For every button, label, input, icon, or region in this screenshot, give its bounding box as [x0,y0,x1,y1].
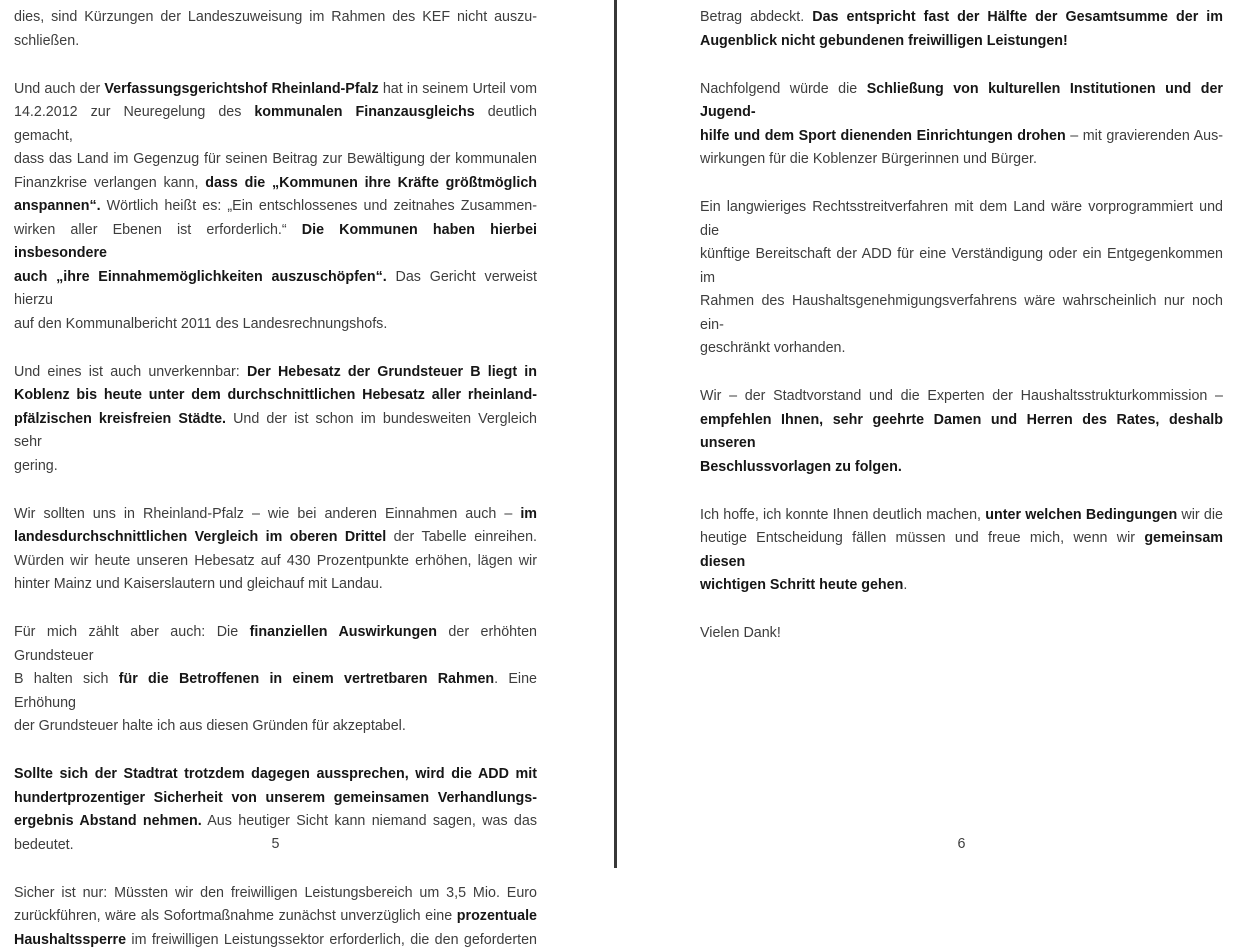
text-line: bedeutet. [14,834,537,858]
text-line: empfehlen Ihnen, sehr geehrte Damen und Herren des Rates, deshalb unseren [700,409,1223,456]
text-line: Betrag abdeckt. Das entspricht fast der Hälfte der Gesamtsumme der im [700,6,1223,30]
text-line: Ein langwieriges Rechtsstreitverfahren mit dem Land wäre vorprogrammiert und die [700,196,1223,243]
paragraph [700,6,1223,53]
text-line: wirken aller Ebenen ist erforderlich.“ Die Kommunen haben hierbei insbesondere [14,219,537,266]
text-line: auch „ihre Einnahmemöglichkeiten auszuschöpfen“. Das Gericht verweist hierzu [14,266,537,313]
text-line: pfälzischen kreisfreien Städte. Und der ist schon im bundesweiten Vergleich sehr [14,408,537,455]
text-line: wichtigen Schritt heute gehen. [700,574,1223,598]
text-line: auf den Kommunalbericht 2011 des Landesrechnungshofs. [14,313,537,337]
text-line: landesdurchschnittlichen Vergleich im oberen Drittel der Tabelle einreihen. [14,526,537,550]
text-line: geschränkt vorhanden. [700,337,1223,361]
text-line: Für mich zählt aber auch: Die finanziellen Auswirkungen der erhöhten Grundsteuer [14,621,537,668]
text-line: Vielen Dank! [700,622,1223,646]
text-line: Haushaltssperre im freiwilligen Leistungssektor erforderlich, die den geforderten [14,929,537,952]
text-line: Und auch der Verfassungsgerichtshof Rheinland-Pfalz hat in seinem Urteil vom [14,78,537,102]
text-line: Und eines ist auch unverkennbar: Der Hebesatz der Grundsteuer B liegt in [14,361,537,385]
text-line: dass das Land im Gegenzug für seinen Beitrag zur Bewältigung der kommunalen [14,148,537,172]
text-line: heutige Entscheidung fällen müssen und freue mich, wenn wir gemeinsam diesen [700,527,1223,574]
text-line: B halten sich für die Betroffenen in einem vertretbaren Rahmen. Eine Erhöhung [14,668,537,715]
paragraph [700,78,1223,172]
text-line: zurückführen, wäre als Sofortmaßnahme zunächst unverzüglich eine prozentuale [14,905,537,929]
page-number: 5 [14,833,537,857]
text-line: Wir – der Stadtvorstand und die Experten der Haushaltsstrukturkommission – [700,385,1223,409]
paragraph [14,503,537,597]
paragraph [14,882,537,952]
text-line: Sicher ist nur: Müssten wir den freiwilligen Leistungsbereich um 3,5 Mio. Euro [14,882,537,906]
text-line: Nachfolgend würde die Schließung von kulturellen Institutionen und der Jugend- [700,78,1223,125]
text-line: Koblenz bis heute unter dem durchschnittlichen Hebesatz aller rheinland- [14,384,537,408]
text-line: Ich hoffe, ich konnte Ihnen deutlich machen, unter welchen Bedingungen wir die [700,504,1223,528]
text-line: anspannen“. Wörtlich heißt es: „Ein entschlossenes und zeitnahes Zusammen- [14,195,537,219]
text-line: dies, sind Kürzungen der Landeszuweisung im Rahmen des KEF nicht auszu- [14,6,537,30]
paragraph [14,621,537,739]
text-line: gering. [14,455,537,479]
text-line: Augenblick nicht gebundenen freiwilligen Leistungen! [700,30,1223,54]
text-line: Würden wir heute unseren Hebesatz auf 430 Prozentpunkte erhöhen, lägen wir [14,550,537,574]
text-line: Beschlussvorlagen zu folgen. [700,456,1223,480]
text-line: 14.2.2012 zur Neuregelung des kommunalen Finanzausgleichs deutlich gemacht, [14,101,537,148]
page-divider [614,0,617,868]
text-line: hundertprozentiger Sicherheit von unserem gemeinsamen Verhandlungs- [14,787,537,811]
paragraph [700,504,1223,598]
text-line: Finanzkrise verlangen kann, dass die „Kommunen ihre Kräfte größtmöglich [14,172,537,196]
text-line: Sollte sich der Stadtrat trotzdem dagegen aussprechen, wird die ADD mit [14,763,537,787]
page-5 [14,6,537,952]
text-line: Rahmen des Haushaltsgenehmigungsverfahrens wäre wahrscheinlich nur noch ein- [700,290,1223,337]
text-line: wirkungen für die Koblenzer Bürgerinnen und Bürger. [700,148,1223,172]
text-line: schließen. [14,30,537,54]
text-line: hilfe und dem Sport dienenden Einrichtungen drohen – mit gravierenden Aus- [700,125,1223,149]
page-number: 6 [700,833,1223,857]
paragraph [14,78,537,337]
page-6 [700,6,1223,646]
text-line: hinter Mainz und Kaiserslautern und gleichauf mit Landau. [14,573,537,597]
text-line: ergebnis Abstand nehmen. Aus heutiger Sicht kann niemand sagen, was das [14,810,537,834]
paragraph [14,6,537,53]
text-line: der Grundsteuer halte ich aus diesen Gründen für akzeptabel. [14,715,537,739]
paragraph [700,622,1223,646]
paragraph [700,196,1223,361]
text-line: Wir sollten uns in Rheinland-Pfalz – wie bei anderen Einnahmen auch – im [14,503,537,527]
paragraph [700,385,1223,479]
text-line: künftige Bereitschaft der ADD für eine Verständigung oder ein Entgegenkommen im [700,243,1223,290]
paragraph [14,361,537,479]
